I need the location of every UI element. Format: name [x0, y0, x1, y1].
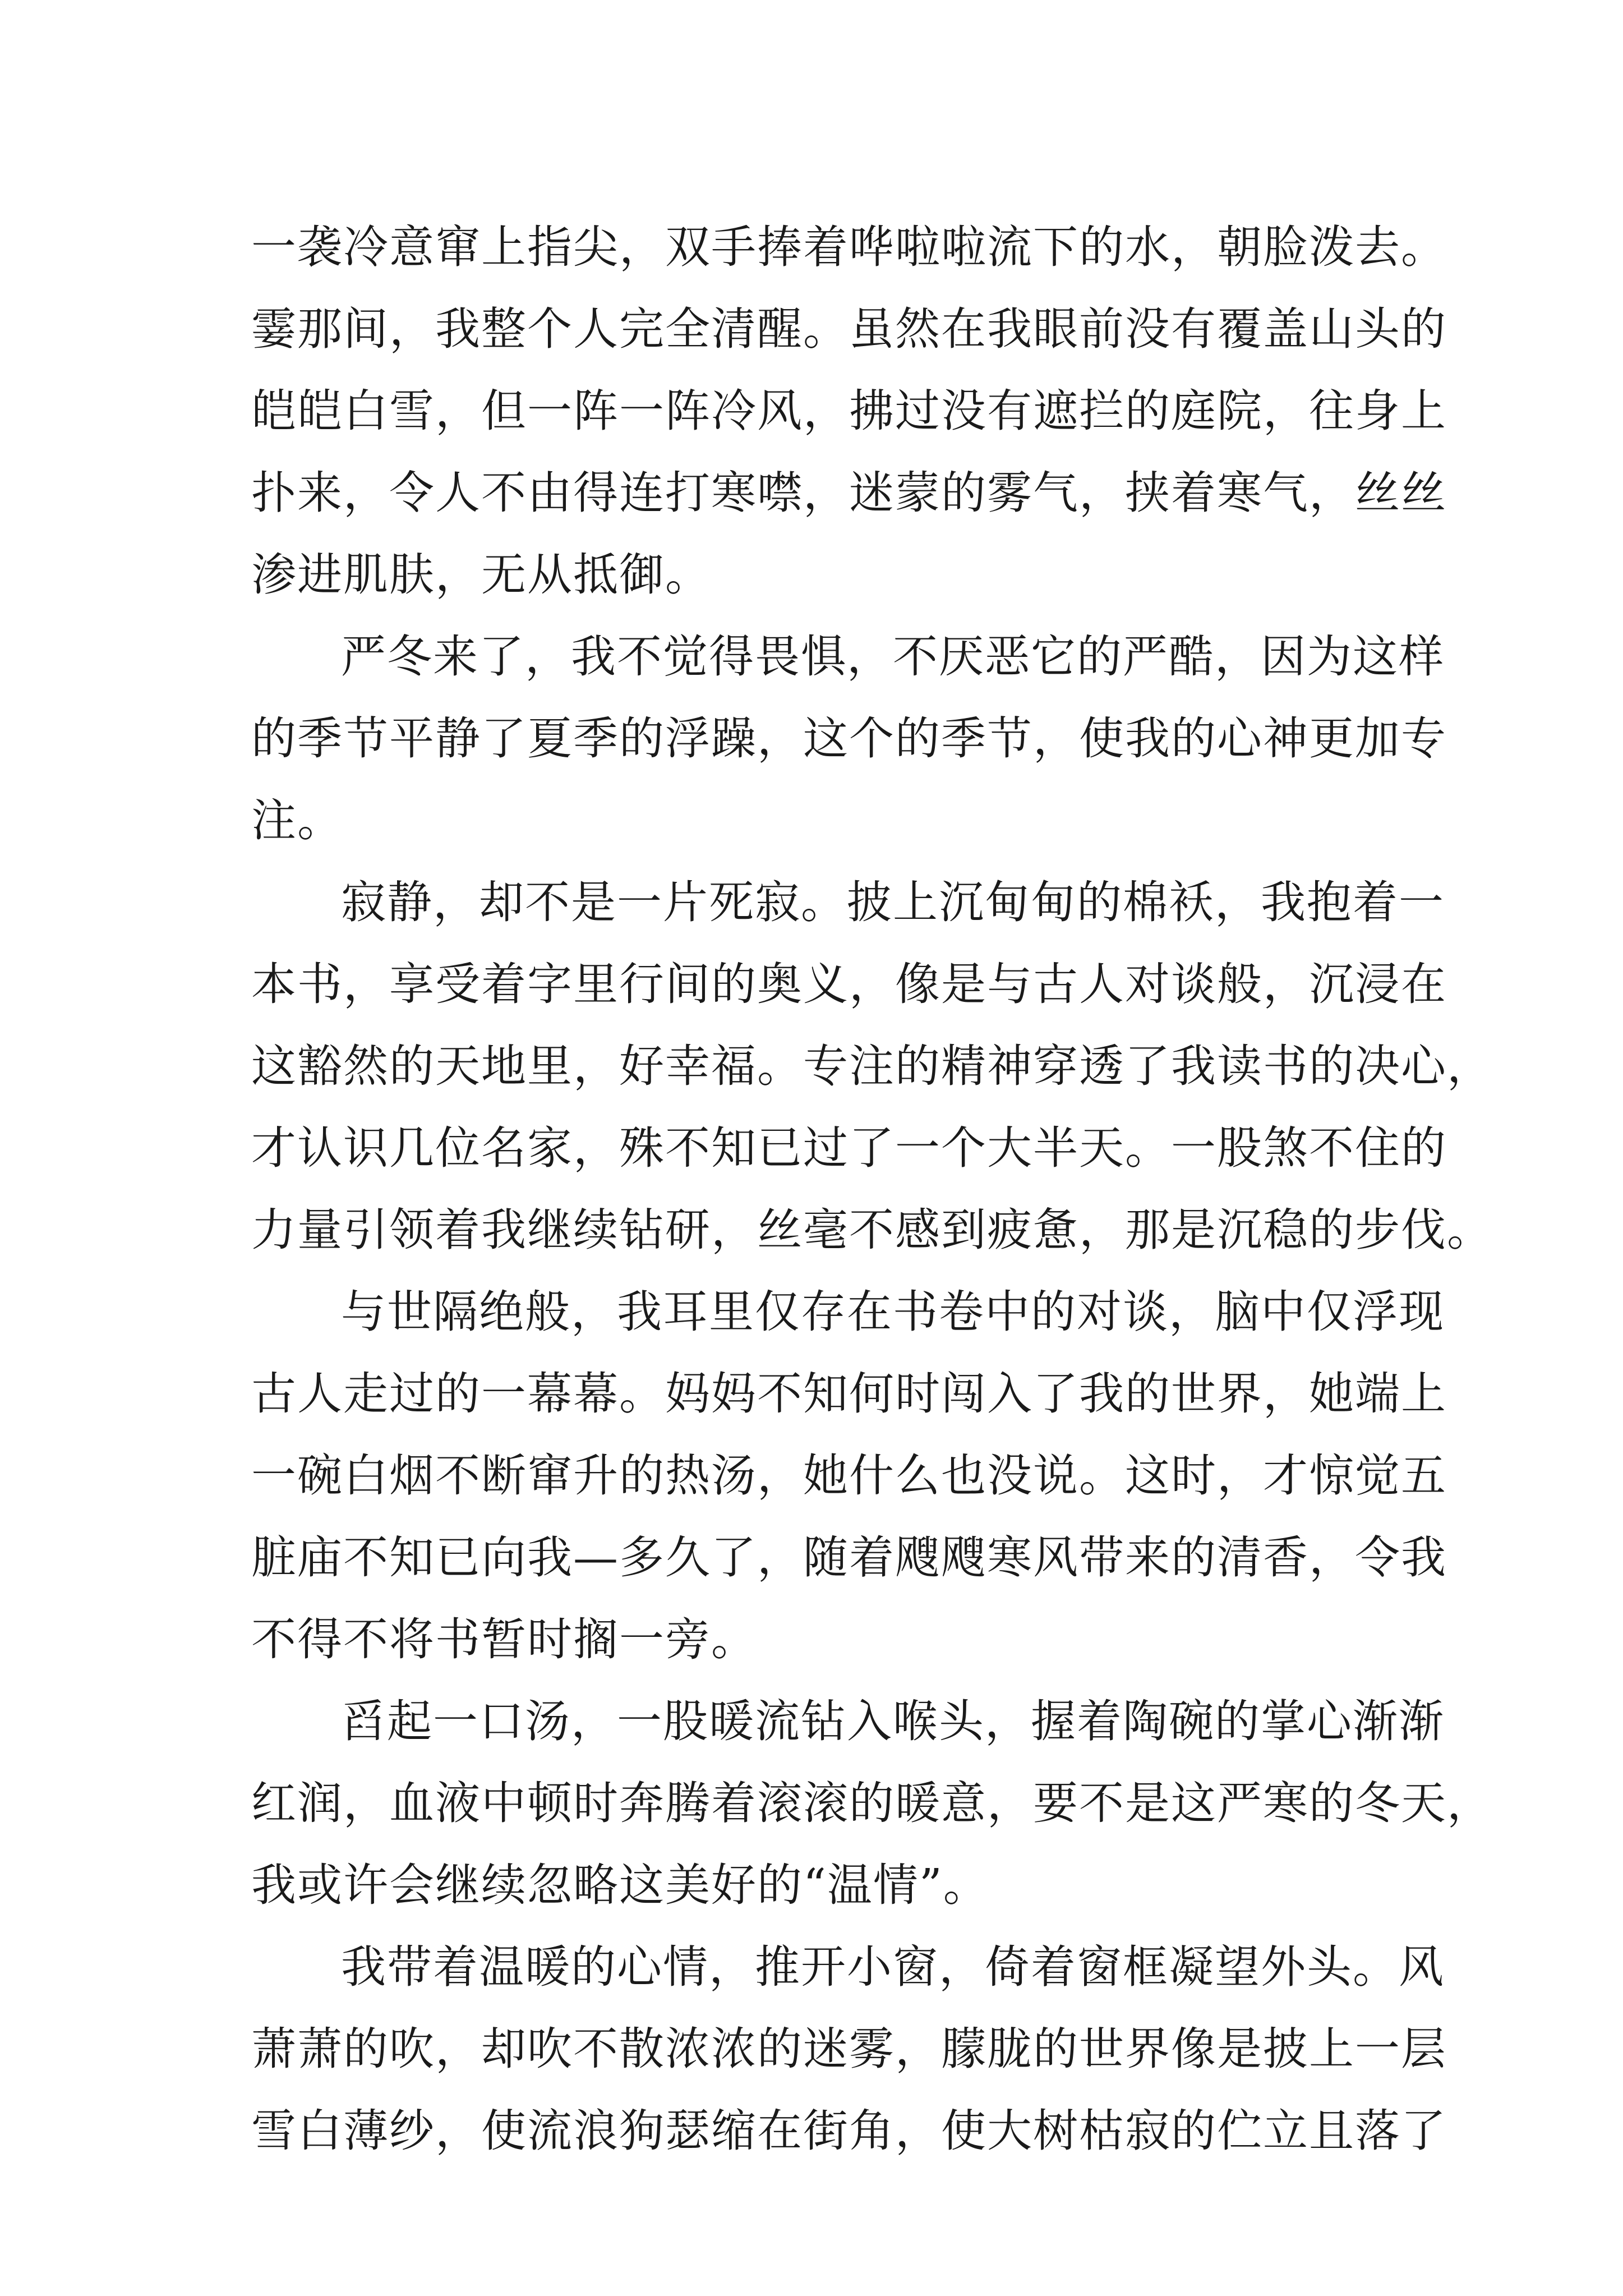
paragraph-first-line: 严冬来了，我不觉得畏惧，不厌恶它的严酷，因为这样 [341, 631, 1445, 683]
text-line: 扑来，令人不由得连打寒噤，迷蒙的雾气，挟着寒气，丝丝 [251, 467, 1447, 519]
essay-body [251, 206, 1493, 2172]
paragraph-first-line: 舀起一口汤，一股暖流钻入喉头，握着陶碗的掌心渐渐 [341, 1695, 1445, 1747]
text-line: 本书，享受着字里行间的奥义，像是与古人对谈般，沉浸在 [251, 958, 1447, 1010]
text-line: 这豁然的天地里，好幸福。专注的精神穿透了我读书的决心， [251, 1040, 1493, 1092]
text-line: 我或许会继续忽略这美好的“温情”。 [251, 1859, 989, 1911]
text-line: 的季节平静了夏季的浮躁，这个的季节，使我的心神更加专 [251, 712, 1447, 765]
paragraph-first-line: 与世隔绝般，我耳里仅存在书卷中的对谈，脑中仅浮现 [341, 1286, 1445, 1338]
paragraph-first-line: 我带着温暖的心情，推开小窗，倚着窗框凝望外头。风 [341, 1941, 1445, 1993]
text-line: 才认识几位名家，殊不知已过了一个大半天。一股煞不住的 [251, 1122, 1447, 1174]
text-line: 萧萧的吹，却吹不散浓浓的迷雾，朦胧的世界像是披上一层 [251, 2023, 1447, 2075]
text-line: 渗进肌肤，无从抵御。 [251, 549, 711, 601]
text-line: 脏庙不知已向我—多久了，随着飕飕寒风带来的清香，令我 [251, 1531, 1447, 1584]
text-line: 皑皑白雪，但一阵一阵冷风，拂过没有遮拦的庭院，往身上 [251, 385, 1447, 437]
text-line: 古人走过的一幕幕。妈妈不知何时闯入了我的世界，她端上 [251, 1368, 1447, 1420]
paragraph-first-line: 寂静，却不是一片死寂。披上沉甸甸的棉袄，我抱着一 [341, 876, 1445, 928]
text-line: 一袭冷意窜上指尖，双手捧着哗啦啦流下的水，朝脸泼去。 [251, 221, 1447, 273]
text-line: 霎那间，我整个人完全清醒。虽然在我眼前没有覆盖山头的 [251, 303, 1447, 355]
text-line: 注。 [251, 794, 343, 846]
text-line: 一碗白烟不断窜升的热汤，她什么也没说。这时，才惊觉五 [251, 1450, 1447, 1502]
text-line: 雪白薄纱，使流浪狗瑟缩在街角，使大树枯寂的伫立且落了 [251, 2105, 1447, 2157]
text-line: 红润，血液中顿时奔腾着滚滚的暖意，要不是这严寒的冬天， [251, 1777, 1493, 1829]
text-line: 力量引领着我继续钻研，丝毫不感到疲惫，那是沉稳的步伐。 [251, 1204, 1493, 1256]
text-line: 不得不将书暂时搁一旁。 [251, 1613, 757, 1665]
